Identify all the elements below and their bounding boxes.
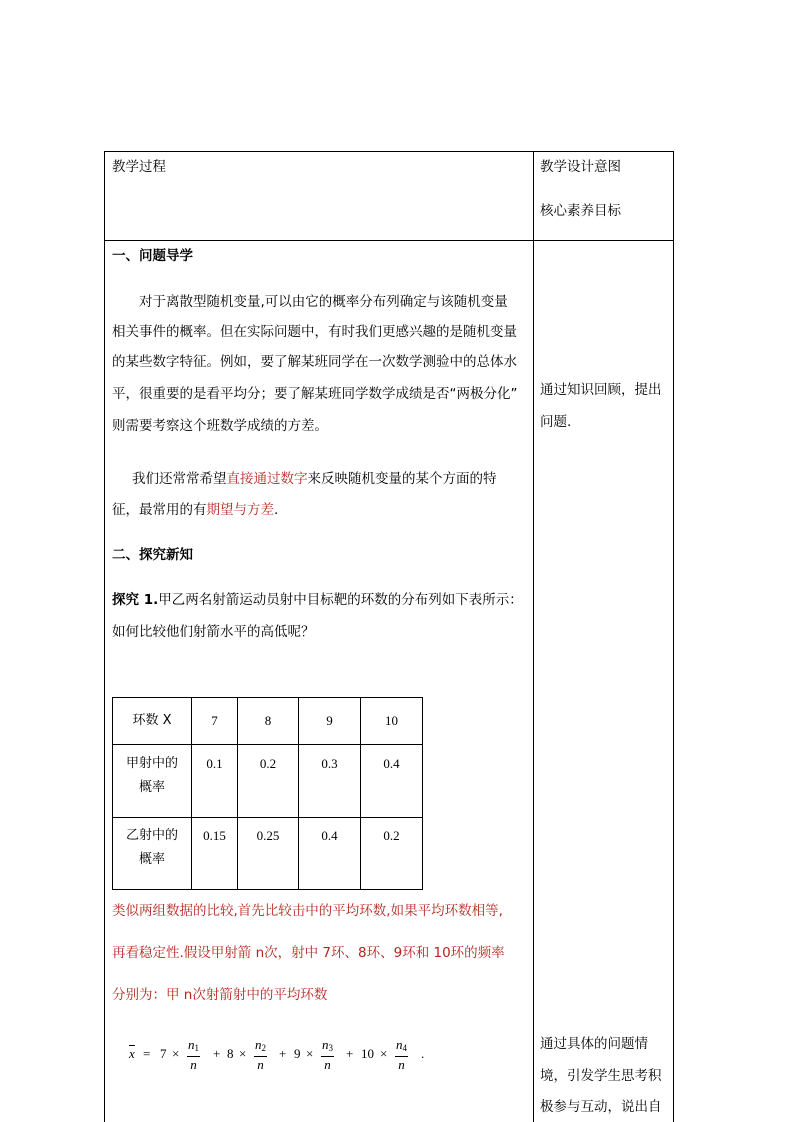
header-divider	[104, 240, 674, 241]
table-header-cell: 7	[211, 713, 218, 728]
intent2-line3: 极参与互动，说出自	[540, 1099, 662, 1115]
section1-p1-line3: 的某些数字特征。例如，要了解某班同学在一次数学测验中的总体水	[112, 354, 517, 370]
p2-text-d: 征，最常用的有	[112, 502, 207, 518]
formula-eq: =	[143, 1046, 151, 1061]
intent2-line1: 通过具体的问题情	[540, 1036, 648, 1052]
table-cell: 0.4	[321, 828, 338, 843]
formula-coef: 9	[294, 1046, 301, 1061]
formula-fraction: $\frac{n_2}{n}$	[255, 1037, 266, 1072]
header-design-intent: 教学设计意图	[540, 159, 621, 175]
formula-plus: +	[213, 1046, 221, 1061]
table-cell: 0.4	[383, 756, 400, 771]
section2-title: 二、探究新知	[112, 547, 193, 563]
formula-plus: +	[346, 1046, 354, 1061]
p2-highlight-expect: 期望与方差	[206, 502, 274, 518]
section1-p2-line2	[112, 500, 278, 520]
table-cell: 0.2	[259, 756, 277, 771]
table-cell: 0.2	[383, 828, 400, 843]
explore-line1	[112, 590, 523, 610]
formula-coef: 7	[160, 1046, 167, 1061]
table-header-cell: 9	[326, 713, 333, 728]
formula-times: ×	[239, 1046, 247, 1061]
p2-text-a: 我们还常常希望	[132, 471, 227, 487]
formula-fraction: $\frac{n_1}{n}$	[188, 1037, 199, 1072]
section1-p1-line1: 对于离散型随机变量,可以由它的概率分布列确定与该随机变量	[139, 294, 508, 310]
section1-p1-line5: 则需要考察这个班数学成绩的方差。	[112, 418, 328, 434]
section1-p1-line2: 相关事件的概率。但在实际问题中，有时我们更感兴趣的是随机变量	[112, 324, 517, 340]
outer-border-top	[104, 151, 674, 152]
formula-times: ×	[380, 1046, 388, 1061]
intent1-line2: 问题.	[540, 414, 572, 430]
table-row2-label-line2: 概率	[138, 852, 165, 867]
analysis-line1: 类似两组数据的比较,首先比较击中的平均环数,如果平均环数相等,	[112, 903, 503, 919]
section1-p2-line1	[132, 469, 497, 489]
formula-times: ×	[306, 1046, 314, 1061]
table-row1-label-line1: 甲射中的	[125, 756, 178, 771]
outer-border-right	[673, 151, 674, 1122]
table-cell: 0.15	[203, 828, 226, 843]
p2-text-c: 来反映随机变量的某个方面的特	[307, 471, 497, 487]
table-cell: 0.3	[321, 756, 338, 771]
table-row2-label-line1: 乙射中的	[125, 828, 178, 843]
table-header-label: 环数 X	[132, 713, 172, 728]
explore-text: 甲乙两名射箭运动员射中目标靶的环数的分布列如下表所示：	[158, 592, 523, 608]
section1-p1-line4: 平，很重要的是看平均分；要了解某班同学数学成绩是否“两极分化”	[112, 386, 518, 402]
intent2-line2: 境，引发学生思考积	[540, 1068, 662, 1084]
formula-xbar: $\overline{x}$	[129, 1046, 135, 1061]
formula-coef: 8	[227, 1046, 234, 1061]
formula-fraction: $\frac{n_4}{n}$	[396, 1037, 407, 1072]
p2-highlight-direct: 直接通过数字	[226, 471, 308, 487]
table-row1-label-line2: 概率	[138, 780, 165, 795]
explore-line2: 如何比较他们射箭水平的高低呢？	[112, 624, 315, 640]
formula-end: .	[421, 1046, 425, 1061]
column-divider	[533, 151, 534, 1122]
table-cell: 0.25	[256, 828, 280, 843]
outer-border-left	[104, 151, 105, 1122]
formula-coef: 10	[361, 1046, 374, 1061]
formula-times: ×	[172, 1046, 180, 1061]
section1-title: 一、问题导学	[112, 248, 193, 264]
p2-text-f: .	[274, 502, 279, 518]
analysis-line3: 分别为：甲 n次射箭射中的平均环数	[112, 987, 328, 1003]
header-teaching-process: 教学过程	[112, 159, 166, 175]
formula-plus: +	[279, 1046, 287, 1061]
intent1-line1: 通过知识回顾，提出	[540, 382, 662, 398]
formula-fraction: $\frac{n_3}{n}$	[322, 1037, 333, 1072]
table-cell: 0.1	[206, 756, 223, 771]
analysis-line2: 再看稳定性.假设甲射箭 n次，射中 7环、8环、9环和 10环的频率	[112, 945, 505, 961]
table-header-cell: 8	[264, 713, 272, 728]
explore-label: 探究 1.	[112, 592, 159, 608]
header-core-literacy: 核心素养目标	[540, 203, 621, 219]
table-header-cell: 10	[385, 713, 398, 728]
